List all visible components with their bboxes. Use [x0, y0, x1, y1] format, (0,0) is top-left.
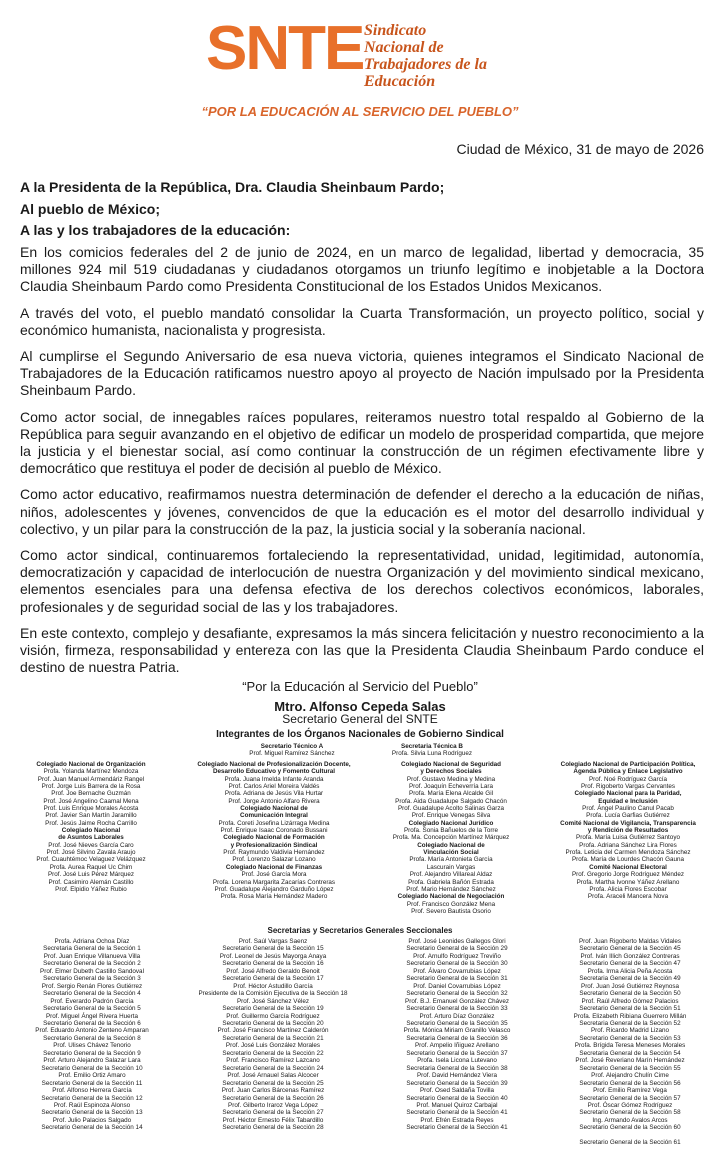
- member-line: Profa. Alicia Flores Escobar: [589, 885, 667, 893]
- member-line: Profa. Leticia del Carmen Mendoza Sánchez: [565, 849, 691, 857]
- member-line: Secretario General de la Sección 17: [222, 975, 324, 983]
- committee-heading: y Derechos Sociales: [420, 768, 482, 776]
- committee-heading: Colegiado Nacional de Participación Política,: [560, 761, 696, 768]
- member-line: Secretario General de la Sección 47: [579, 960, 681, 968]
- paragraph: En este contexto, complejo y desafiante, expresamos la más sincera felicitación y nuestro reconocimiento a la visión, firmeza, responsabilidad y entereza con las que la Presidenta Claudia Sheinbaum Pardo conduce el destino de nuestra Patria.: [20, 624, 704, 676]
- committee-heading: Colegiado Nacional de Organización: [36, 761, 146, 768]
- member-line: Prof. José Alfredo Geraldo Benoit: [226, 967, 320, 975]
- committee-heading: Colegiado Nacional de Profesionalización Docente,: [197, 761, 351, 768]
- member-line: Prof. Gilberto Iraroz Vega López: [228, 1101, 318, 1109]
- member-line: Prof. Miguel Ángel Rivera Huerta: [45, 1012, 139, 1020]
- sectionals-column: [376, 938, 538, 1132]
- union-name-line: Educación: [364, 73, 436, 90]
- member-line: Secretario General de la Sección 12: [41, 1094, 143, 1102]
- member-line: Secretario General de la Sección 40: [406, 1094, 508, 1102]
- sectionals-title: Secretarias y Secretarios Generales Seccionales: [267, 926, 453, 935]
- member-line: Prof. Guadalupe Alejandro Garduño López: [214, 885, 334, 893]
- union-name-line: Sindicato: [364, 22, 427, 39]
- paragraph: A través del voto, el pueblo mandató consolidar la Cuarta Transformación, un proyecto político, social y económico humanista, nacionalista y progresista.: [20, 304, 704, 338]
- member-line: Prof. Osed Saldaña Tovilla: [419, 1087, 495, 1095]
- member-line: Secretario General de la Sección 26: [222, 1094, 324, 1102]
- committee-heading: Colegiado Nacional de: [240, 805, 308, 813]
- member-line: Profa. Martha Ivonne Yáñez Arellano: [576, 878, 680, 886]
- member-line: Profa. Rosa María Hernández Madero: [220, 893, 328, 901]
- member-line: Prof. Héctor Ernesto Félix Tabardillo: [222, 1116, 324, 1124]
- member-line: Prof. Saúl Vargas Saenz: [238, 938, 308, 945]
- organs-title: Integrantes de los Órganos Nacionales de Gobierno Sindical: [216, 729, 504, 740]
- member-line: Prof. Iván Illich González Contreras: [580, 952, 680, 960]
- organs-column: [10, 761, 172, 893]
- member-line: Secretario General de la Sección 8: [43, 1034, 141, 1042]
- member-line: Profa. Ma. Concepción Martínez Márquez: [392, 834, 510, 842]
- member-line: Prof. Gustavo Medina y Medina: [406, 775, 496, 783]
- member-line: Prof. Mario Hernández Sánchez: [406, 885, 496, 893]
- member-line: Prof. Severo Bautista Osorio: [411, 907, 491, 915]
- member-line: Profa. Brígida Teresa Meneses Morales: [574, 1042, 686, 1050]
- member-line: Secretario General de la Sección 58: [579, 1109, 681, 1117]
- member-line: Presidente de la Comisión Ejecutiva de la Sección 18: [198, 990, 348, 998]
- member-line: Secretario General de la Sección 25: [222, 1079, 324, 1087]
- committee-heading: Comité Nacional Electoral: [589, 863, 667, 871]
- member-line: Prof. Casimiro Alemán Castillo: [48, 878, 134, 886]
- member-line: Secretario General de la Sección 2: [43, 960, 141, 968]
- tech-secretary-b-name: Profa. Silvia Luna Rodríguez: [391, 750, 473, 758]
- member-line: Prof. Ricardo Madrid Lizano: [590, 1027, 670, 1035]
- member-line: Prof. Héctor Astudillo García: [233, 982, 313, 990]
- member-line: Secretario General de la Sección 19: [222, 1005, 324, 1013]
- tech-secretary-a: [232, 743, 352, 758]
- member-line: Profa. Adriana de Jesús Vila Hurtar: [224, 790, 324, 798]
- member-line: Prof. Enrique Isaac Coronado Bussani: [220, 827, 328, 835]
- member-line: Prof. Emilio Ramírez Vega: [593, 1087, 667, 1095]
- paragraph: Al cumplirse el Segundo Aniversario de esa nueva victoria, quienes integramos el Sindicato Nacional de Trabajadores de la Educación ratificamos nuestro apoyo al proyecto de Nación impulsado por la Presidenta Sheinbaum Pardo.: [20, 348, 704, 399]
- member-line: Prof. Manuel Quiroz Carbajal: [416, 1101, 498, 1109]
- member-line: Profa. María Antonieta García: [409, 856, 493, 864]
- member-line: Secretario General de la Sección 39: [406, 1079, 508, 1087]
- member-line: Prof. José Francisco Martínez Calderón: [217, 1027, 329, 1035]
- member-line: Prof. Elmer Dubeth Castillo Sandoval: [40, 967, 144, 975]
- member-line: Secretario General de la Sección 32: [406, 990, 508, 998]
- addressee: A las y los trabajadores de la educación:: [20, 222, 291, 238]
- member-line: Prof. Francisco Ramírez Lazcano: [226, 1057, 320, 1065]
- committee-heading: Colegiado Nacional de Seguridad: [400, 761, 502, 768]
- member-line: Secretaria General de la Sección 38: [406, 1064, 508, 1072]
- member-line: Prof. José Arnauel Salas Alcocer: [227, 1072, 319, 1080]
- member-line: Prof. Joaquín Echeverría Lara: [408, 783, 493, 791]
- tech-secretary-b-title: Secretaria Técnica B: [401, 743, 463, 750]
- member-line: Prof. Gregorio Jorge Rodríguez Méndez: [571, 871, 684, 879]
- member-line: Secretario General de la Sección 21: [222, 1034, 324, 1042]
- member-line: [546, 1132, 714, 1139]
- member-line: Secretario General de la Sección 22: [222, 1049, 324, 1057]
- member-line: Secretario General de la Sección 31: [406, 975, 508, 983]
- motto: “Por la Educación al Servicio del Pueblo”: [242, 679, 478, 694]
- member-line: Prof. José Angelino Caamal Mena: [43, 797, 139, 805]
- member-line: Profa. Coreti Josefina Lizárraga Medina: [218, 819, 330, 827]
- member-line: Prof. Alejandro Chulín Cime: [591, 1072, 669, 1080]
- letterhead: [0, 0, 720, 132]
- member-line: Profa. Elizabeth Ribiana Guerrero Millán: [573, 1012, 687, 1020]
- member-line: Prof. Guillermo García Rodríguez: [226, 1012, 320, 1020]
- signer-name: Mtro. Alfonso Cepeda Salas: [274, 699, 446, 714]
- signer-role: Secretario General del SNTE: [282, 712, 438, 726]
- tech-secretary-b: [372, 743, 492, 758]
- member-line: Secretario General de la Sección 14: [41, 1124, 143, 1132]
- member-line: Secretario General de la Sección 41: [406, 1124, 508, 1132]
- letter-body: [20, 244, 704, 685]
- committee-heading: de Asuntos Laborales: [58, 834, 124, 842]
- member-line: Profa. Gabriela Bañón Estrada: [408, 878, 494, 886]
- tech-secretary-a-name: Prof. Miguel Ramírez Sánchez: [249, 750, 335, 758]
- member-line: Prof. Juan Enrique Villanueva Villa: [43, 952, 141, 960]
- member-line: Prof. José Reveriano Marín Hernández: [575, 1057, 685, 1065]
- member-line: Prof. Elpidio Yáñez Rubio: [55, 885, 127, 893]
- member-line: Prof. Juan José Gutiérrez Reynosa: [581, 982, 679, 990]
- member-line: Secretario General de la Sección 60: [579, 1124, 681, 1132]
- member-line: Secretario General de la Sección 24: [222, 1064, 324, 1072]
- member-line: Secretario General de la Sección 20: [222, 1019, 324, 1027]
- member-line: Secretario General de la Sección 4: [43, 990, 141, 998]
- member-line: Secretario General de la Sección 9: [43, 1049, 141, 1057]
- member-line: Prof. Guadalupe Acolto Salinas Garza: [397, 805, 505, 813]
- member-line: Ing. Armando Avalos Arcos: [592, 1116, 668, 1124]
- member-line: Secretario General de la Sección 35: [406, 1019, 508, 1027]
- member-line: Prof. Ángel Paulino Canul Pacab: [582, 805, 674, 813]
- member-line: Profa. Adriana Sánchez Lira Flores: [579, 841, 677, 849]
- member-line: Prof. Cuauhtémoc Velaguez Velázquez: [36, 856, 146, 864]
- member-line: Prof. Ampelio Iñiguez Arellano: [414, 1042, 499, 1050]
- committee-heading: Vinculación Social: [423, 849, 479, 857]
- organs-column: [186, 761, 362, 901]
- member-line: Profa. Sonia Bañuelos de la Torre: [403, 827, 499, 835]
- member-line: Secretario General de la Sección 28: [222, 1124, 324, 1132]
- committee-heading: y Profesionalización Sindical: [230, 841, 318, 849]
- member-line: Profa. Irma Alicia Peña Acosta: [587, 967, 673, 975]
- member-line: Prof. Jorge Antonio Alfaro Rivera: [228, 797, 320, 805]
- member-line: Prof. Raúl Alfredo Gómez Palacios: [581, 997, 679, 1005]
- member-line: Secretaria General de la Sección 36: [406, 1034, 508, 1042]
- member-line: Prof. Alfonso Herrera García: [52, 1087, 132, 1095]
- member-line: Secretario General de la Sección 51: [579, 1005, 681, 1013]
- member-line: Prof. Eduardo Antonio Zenteno Amparan: [35, 1027, 149, 1035]
- member-line: Prof. Arturo Díaz González: [419, 1012, 495, 1020]
- member-line: Secretario General de la Sección 27: [222, 1109, 324, 1117]
- member-line: Secretario General de la Sección 37: [406, 1049, 508, 1057]
- committee-heading: Colegiado Nacional de Finanzas: [225, 863, 323, 871]
- committee-heading: Colegiado Nacional de Formación: [223, 834, 325, 842]
- member-line: Profa. Yolanda Martínez Mendoza: [43, 768, 139, 776]
- snte-logo: SNTE: [206, 14, 364, 83]
- member-line: Secretaria General de la Sección 52: [579, 1019, 681, 1027]
- member-line: Secretaria General de la Sección 1: [43, 945, 141, 953]
- committee-heading: Colegiado Nacional para la Paridad,: [574, 790, 682, 798]
- member-line: Prof. Raymundo Valdivia Hernández: [223, 849, 325, 857]
- member-line: Secretario General de la Sección 13: [41, 1109, 143, 1117]
- committee-heading: Agenda Pública y Enlace Legislativo: [573, 768, 683, 776]
- member-line: Secretario General de la Sección 16: [222, 960, 324, 968]
- member-line: Secretario General de la Sección 15: [222, 945, 324, 953]
- member-line: Secretario General de la Sección 33: [406, 1005, 508, 1013]
- member-line: Profa. María de Lourdes Chacón Gauna: [571, 856, 684, 864]
- member-line: Profa. Adriana Ochoa Díaz: [54, 938, 130, 945]
- member-line: Prof. José Luis Pérez Márquez: [47, 871, 135, 879]
- member-line: Secretario General de la Sección 45: [579, 945, 681, 953]
- organs-column: [366, 761, 536, 915]
- member-line: Prof. Juan Rigoberto Maldas Vidales: [578, 938, 682, 945]
- member-line: Profa. María Luisa Gutiérrez Santoyo: [576, 834, 680, 842]
- member-line: Secretario General de la Sección 57: [579, 1094, 681, 1102]
- member-line: Profa. Mónica Miriam Granillo Velasco: [403, 1027, 511, 1035]
- member-line: Secretario General de la Sección 5: [43, 1005, 141, 1013]
- member-line: Prof. Jesús Jaime Rocha Carrillo: [45, 819, 137, 827]
- committee-heading: Colegiado Nacional: [61, 827, 121, 835]
- member-line: Profa. María Elena Alcalde Gil: [409, 790, 493, 798]
- member-line: Prof. Raúl Espinoza Alonso: [53, 1101, 131, 1109]
- sectionals-column: [546, 938, 714, 1147]
- committee-heading: y Rendición de Resultados: [587, 827, 669, 835]
- member-line: Prof. Álvaro Covarrubias López: [413, 967, 501, 975]
- member-line: Lascurain Vargas: [426, 863, 476, 871]
- addressee: Al pueblo de México;: [20, 201, 161, 217]
- member-line: Secretario General de la Sección 30: [406, 960, 508, 968]
- member-line: Secretaria General de la Sección 49: [579, 975, 681, 983]
- paragraph: Como actor educativo, reafirmamos nuestra determinación de defender el derecho a la educación de niñas, niños, adolescentes y jóvenes, convencidos de que la educación es el motor del desarrollo individual y colectivo, y un pilar para la construcción de la paz, la justicia social y la soberanía nacional.: [20, 486, 704, 537]
- addressee: A la Presidenta de la República, Dra. Claudia Sheinbaum Pardo;: [20, 179, 445, 195]
- member-line: Prof. Enrique Venegas Silva: [411, 812, 491, 820]
- member-line: Profa. Juana Imelda Infante Aranda: [224, 775, 324, 783]
- member-line: Prof. B.J. Emanuel González Chávez: [405, 997, 509, 1005]
- paragraph: En los comicios federales del 2 de junio de 2024, en un marco de legalidad, libertad y democracia, 35 millones 924 mil 519 ciudadanas y ciudadanos otorgamos un triunfo legítimo e inobjetable a la Doctora Claudia Sheinbaum Pardo como Presidenta Constitucional de los Estados Unidos Mexicanos.: [20, 244, 704, 295]
- slogan: “POR LA EDUCACIÓN AL SERVICIO DEL PUEBLO”: [201, 104, 519, 119]
- member-line: Profa. Lorena Margarita Zacarías Contreras: [212, 878, 336, 886]
- member-line: Prof. Arturo Alejandro Salazar Lara: [43, 1057, 141, 1065]
- member-line: Secretario General de la Sección 11: [41, 1079, 143, 1087]
- sectionals-column: [14, 938, 170, 1132]
- member-line: Secretario General de la Sección 55: [579, 1064, 681, 1072]
- member-line: Prof. Ulises Chávez Tenorio: [53, 1042, 131, 1050]
- member-line: Secretario General de la Sección 29: [406, 945, 508, 953]
- member-line: Secretario General de la Sección 6: [43, 1019, 141, 1027]
- member-line: Profa. Aurea Raquel Uc Chim: [49, 863, 133, 871]
- committee-heading: Colegiado Nacional de: [417, 841, 485, 849]
- paragraph: Como actor social, de innegables raíces populares, reiteramos nuestro total respaldo al Gobierno de la República para seguir avanzando en el objetivo de edificar un modelo de prosperidad compartida, que mejore la justicia y el bienestar social, así como continuar la construcción de un régimen efectivamente libre y democrático que restituya el poder de decisión al pueblo de México.: [20, 408, 704, 477]
- letter-date: Ciudad de México, 31 de mayo de 2026: [456, 141, 704, 157]
- member-line: Prof. José Luis González Morales: [225, 1042, 321, 1050]
- member-line: Prof. Luis Enrique Morales Acosta: [43, 805, 139, 813]
- committee-heading: Comité Nacional de Vigilancia, Transparencia: [560, 819, 696, 827]
- member-line: Profa. Isela Licona Lutevano: [417, 1057, 497, 1065]
- member-line: Prof. Javier San Martín Jaramillo: [45, 812, 137, 820]
- committee-heading: Equidad e Inclusión: [598, 797, 658, 805]
- member-line: Prof. Julio Palacios Salgado: [52, 1116, 132, 1124]
- committee-heading: Desarrollo Educativo y Fomento Cultural: [212, 768, 336, 776]
- member-line: Prof. José Leonides Gallegos Glori: [408, 938, 506, 945]
- member-line: Prof. José García Mora: [241, 871, 307, 879]
- member-line: Secretario General de la Sección 3: [43, 975, 141, 983]
- member-line: Prof. Óscar Gómez Rodríguez: [587, 1101, 673, 1109]
- member-line: Prof. Sergio Renán Flores Gutiérrez: [41, 982, 143, 990]
- member-line: Profa. Lucía Garfias Gutiérrez: [586, 812, 670, 820]
- member-line: Secretaria General de la Sección 54: [579, 1049, 681, 1057]
- member-line: Profa. Araceli Mancera Nova: [587, 893, 669, 901]
- member-line: Prof. Jorge Luis Barrera de la Rosa: [41, 783, 141, 791]
- member-line: Prof. Juan Carlos Bárcenas Ramírez: [221, 1087, 325, 1095]
- union-name-line: Trabajadores de la: [364, 56, 487, 73]
- member-line: Prof. Efrén Estrada Reyes: [420, 1116, 494, 1124]
- member-line: Prof. Rigoberto Vargas Cervantes: [580, 783, 676, 791]
- member-line: Prof. Everardo Padrón García: [50, 997, 134, 1005]
- member-line: Prof. Carlos Ariel Moreira Valdés: [228, 783, 320, 791]
- tech-secretary-a-title: Secretario Técnico A: [260, 743, 324, 750]
- member-line: Secretario General de la Sección 50: [579, 990, 681, 998]
- paragraph: Como actor sindical, continuaremos fortaleciendo la representatividad, unidad, legitimidad, autonomía, democratización y capacidad de interlocución de nuestra Organización y del movimiento sindical mexicano, elementos esenciales para una defensa efectiva de los derechos colectivos económicos, laborales, profesionales y de seguridad social de las y los trabajadores.: [20, 547, 704, 615]
- member-line: Secretario General de la Sección 53: [579, 1034, 681, 1042]
- member-line: Secretario General de la Sección 10: [41, 1064, 143, 1072]
- member-line: Prof. Emilio Ortiz Amaro: [58, 1072, 126, 1080]
- union-name: [364, 22, 487, 90]
- union-name-line: Nacional de: [364, 39, 444, 56]
- committee-heading: Colegiado Nacional de Negociación: [397, 893, 505, 901]
- member-line: Prof. José Nieves García Caro: [48, 841, 134, 849]
- member-line: Prof. Francisco González Mena: [406, 900, 496, 908]
- member-line: Prof. José Sánchez Vélez: [236, 997, 310, 1005]
- member-line: Prof. Arnulfo Rodríguez Treviño: [413, 952, 501, 960]
- member-line: Prof. Lorenzo Salazar Lozano: [232, 856, 316, 864]
- member-line: Prof. David Hernández Viera: [416, 1072, 498, 1080]
- sectionals-column: [176, 938, 370, 1132]
- member-line: Secretario General de la Sección 56: [579, 1079, 681, 1087]
- member-line: Prof. Juan Manuel Armendáriz Rangel: [37, 775, 145, 783]
- member-line: Prof. Leonel de Jesús Mayorga Anaya: [219, 952, 327, 960]
- member-line: Secretario General de la Sección 61: [579, 1139, 681, 1147]
- member-line: Prof. Daniel Covarrubias López: [413, 982, 501, 990]
- member-line: Prof. Joe Bernache Guzmán: [51, 790, 131, 798]
- committee-heading: Comunicación Integral: [240, 812, 308, 820]
- member-line: Prof. Alejandro Villareal Aldaz: [409, 871, 493, 879]
- committee-heading: Colegiado Nacional Jurídico: [408, 819, 494, 827]
- member-line: Prof. Noé Rodríguez García: [588, 775, 668, 783]
- organs-column: [540, 761, 716, 901]
- member-line: Secretario General de la Sección 41: [406, 1109, 508, 1117]
- member-line: Profa. Aida Guadalupe Salgado Chacón: [395, 797, 507, 805]
- member-line: Prof. José Silvino Zavala Araujo: [46, 849, 136, 857]
